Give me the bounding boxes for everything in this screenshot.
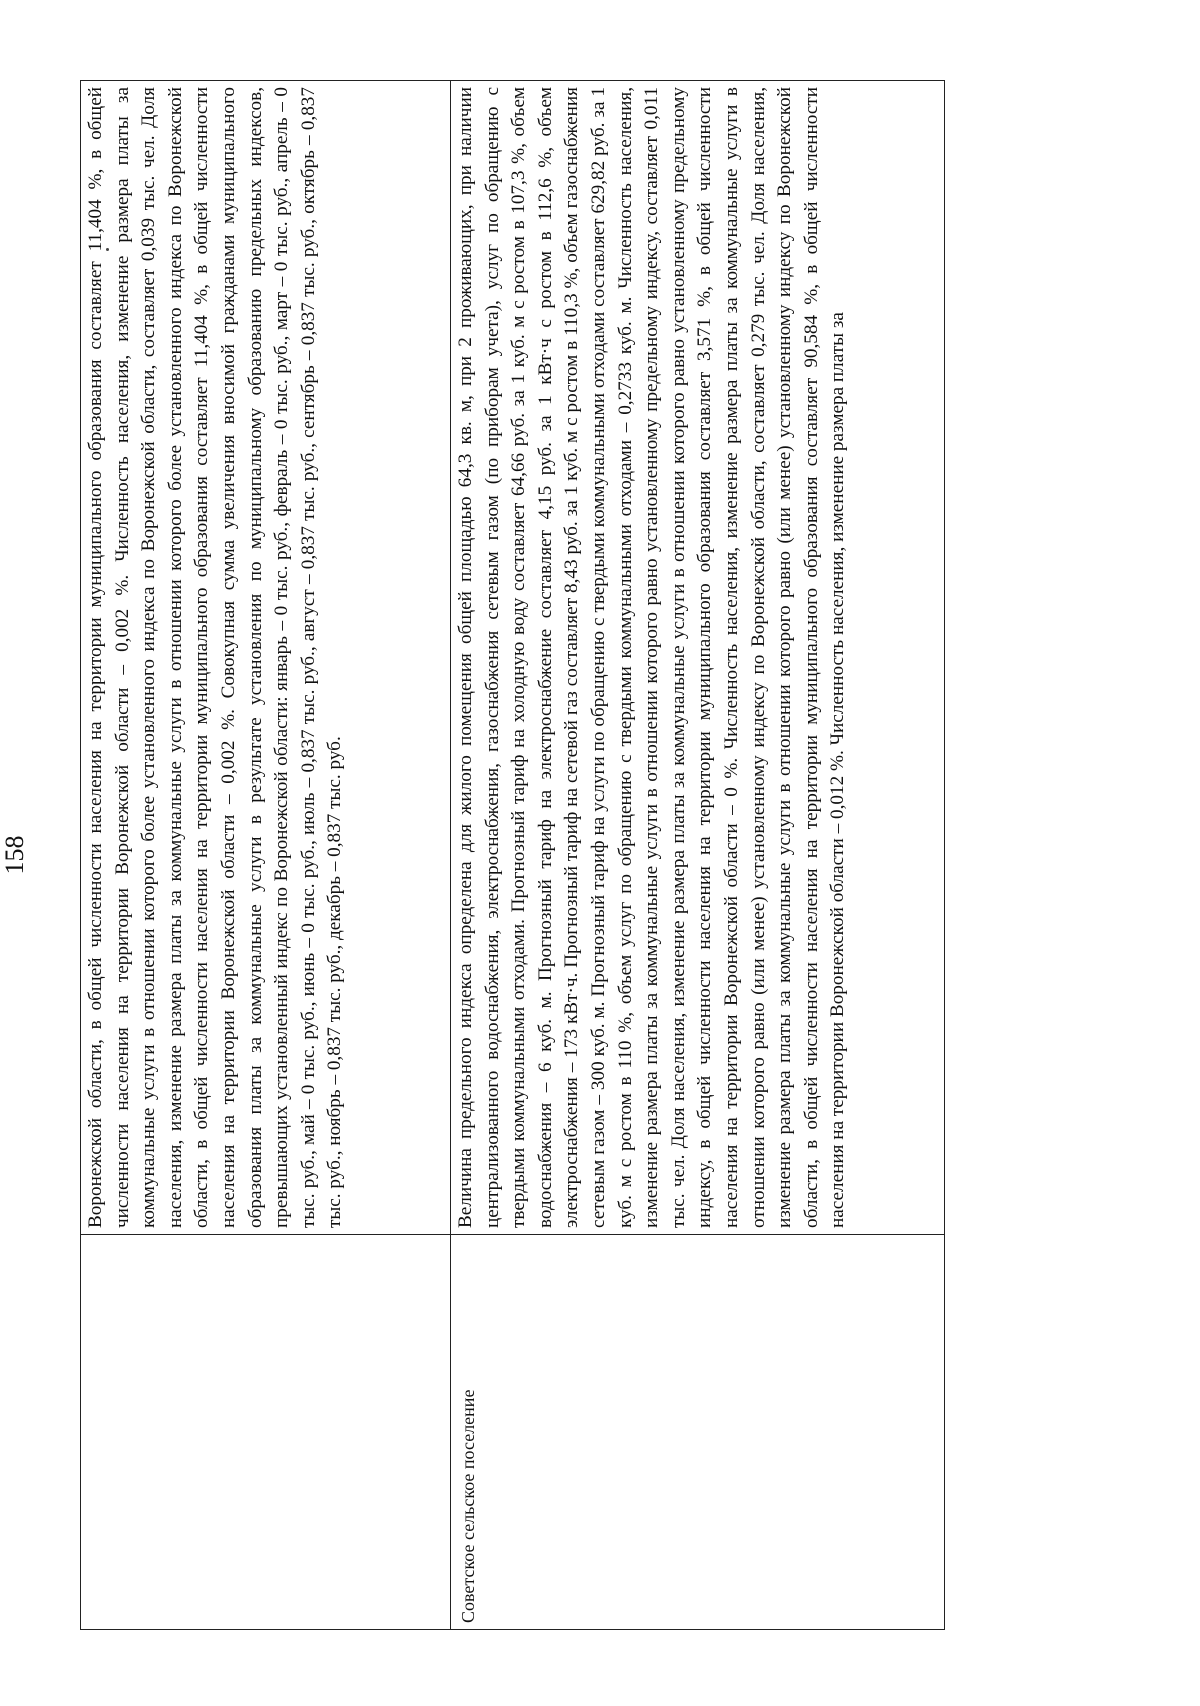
municipality-name-cell [81,1234,450,1629]
table-row [81,81,451,1629]
municipality-name-cell: Советское сельское поселение [451,1234,944,1629]
data-table [80,80,945,1630]
table-row [451,81,944,1629]
description-cell: Величина предельного индекса определена для жилого помещения общей площадью 64,3 кв. м, при 2 проживающих, при наличии централизованного водоснабжения, электроснабжения, газоснабжения сетевым газом (по приборам учета), услуг по обращению с твердыми коммунальными отходами. Прогнозный тариф на холодную воду составляет 64,66 руб. за 1 куб. м с ростом в 107,3 %, объем водоснабжения – 6 куб. м. Прогнозный тариф на электроснабжение составляет 4,15 руб. за 1 кВт·ч с ростом в 112,6 %, объем электроснабжения – 173 кВт·ч. Прогнозный тариф на сетевой газ составляет 8,43 руб. за 1 куб. м с ростом в 110,3 %, объем газоснабжения сетевым газом – 300 куб. м. Прогнозный тариф на услуги по обращению с твердыми коммунальными отходами составляет 629,82 руб. за 1 куб. м с ростом в 110 %, объем услуг по обращению с твердыми коммунальными отходами – 0,2733 куб. м. Численность населения, изменение размера платы за коммунальные услуги в отношении которого равно установленному предельному индексу, составляет 0,011 тыс. чел. Доля населения, изменение размера платы за коммунальные услуги в отношении которого равно установленному предельному индексу, в общей численности населения на территории муниципального образования составляет 3,571 %, в общей численности населения на территории Воронежской области – 0 %. Численность населения, изменение размера платы за коммунальные услуги в отношении которого равно (или менее) установленному индексу по Воронежской области, составляет 0,279 тыс. чел. Доля населения, изменение размера платы за коммунальные услуги в отношении которого равно (или менее) установленному индексу по Воронежской области, в общей численности населения на территории муниципального образования составляет 90,584 %, в общей численности населения на территории Воронежской области – 0,012 %. Численность населения, изменение размера платы за [455,87,849,1228]
rotated-page-content [0,45,985,1665]
description-cell: Воронежской области, в общей численности населения на территории муниципального образования составляет 11,404 %, в общей численности населения на территории Воронежской области – 0,002 %. Численность населения, изменение размера платы за коммунальные услуги в отношении которого более установленного индекса по Воронежской области, составляет 0,039 тыс. чел. Доля населения, изменение размера платы за коммунальные услуги в отношении которого более установленного индекса по Воронежской области, в общей численности населения на территории муниципального образования составляет 11,404 %, в общей численности населения на территории Воронежской области – 0,002 %. Совокупная сумма увеличения вносимой гражданами муниципального образования платы за коммунальные услуги в результате установления по муниципальному образованию предельных индексов, превышающих установленный индекс по Воронежской области: январь – 0 тыс. руб., февраль – 0 тыс. руб., март – 0 тыс. руб., апрель – 0 тыс. руб., май – 0 тыс. руб., июнь – 0 тыс. руб., июль – 0,837 тыс. руб., август – 0,837 тыс. руб., сентябрь – 0,837 тыс. руб., октябрь – 0,837 тыс. руб., ноябрь – 0,837 тыс. руб., декабрь – 0,837 тыс. руб. [85,87,346,1228]
page-number: 158 [0,835,29,875]
